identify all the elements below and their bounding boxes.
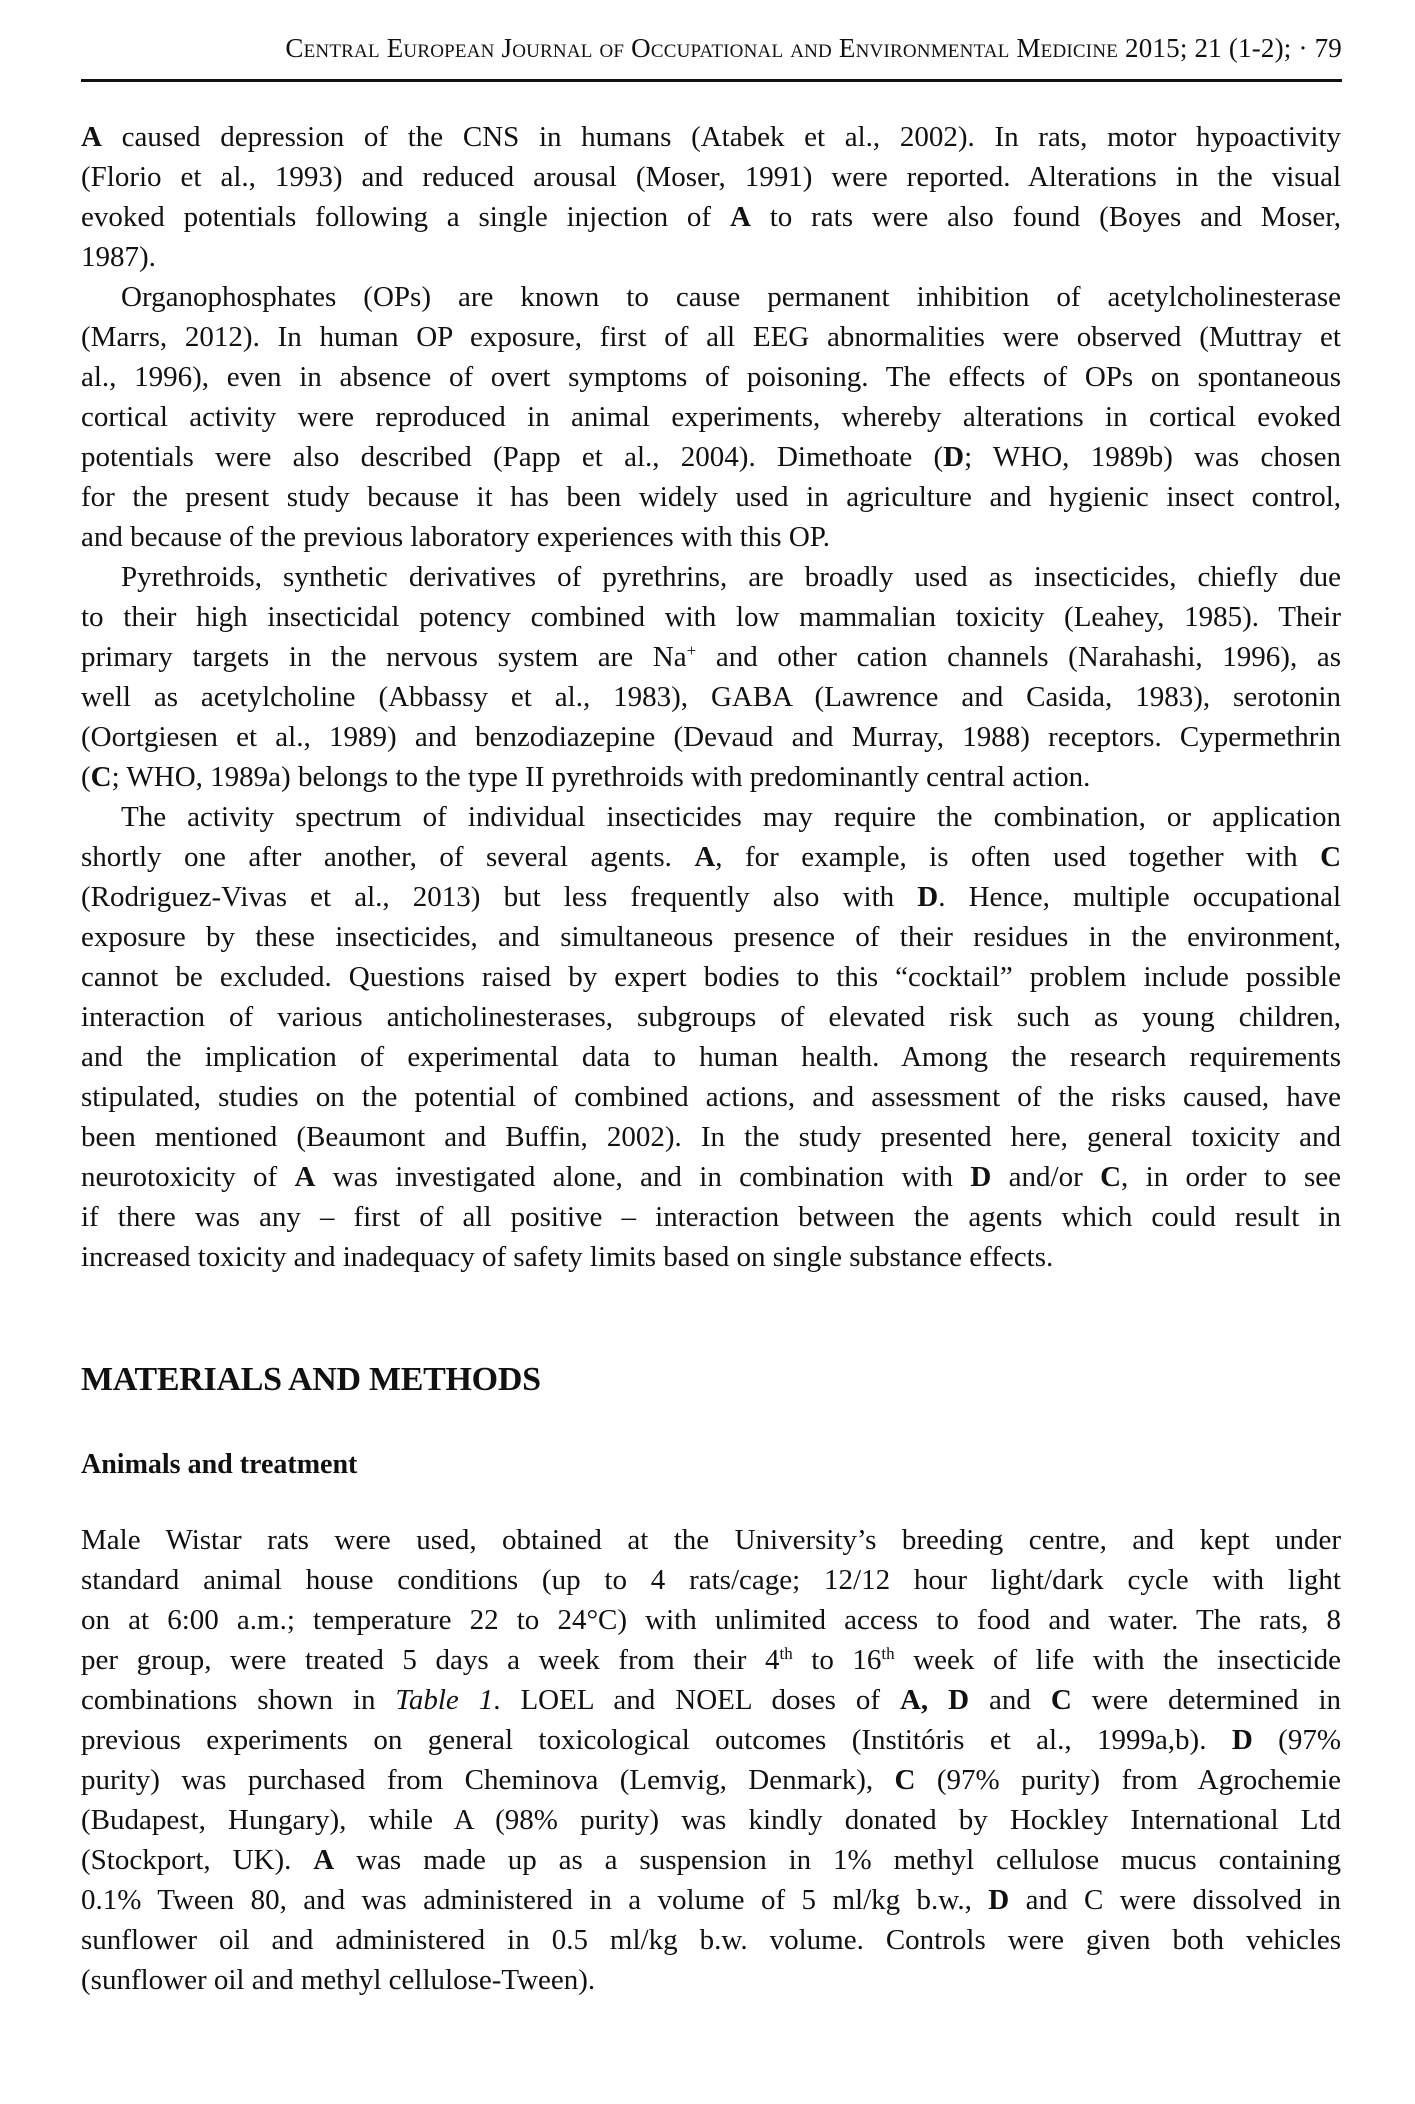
agent-a-label: A [81, 121, 102, 153]
agent-c-label: C [90, 761, 112, 793]
agent-a-label: A [694, 841, 716, 873]
running-header [81, 30, 1342, 66]
agent-c-label: C [894, 1764, 916, 1796]
text-span: potentials were also described (Papp et al., 2004). Dimethoate ( [81, 441, 944, 473]
text-span: (Florio et al., 1993) and reduced arousal (Moser, 1991) were reported. Alterations in the visual [81, 161, 1341, 193]
text-span: The activity spectrum of individual insecticides may require the combination, or application [121, 801, 1341, 833]
text-span: to 16 [792, 1644, 882, 1676]
agent-a-label: A [729, 201, 751, 233]
text-span: 0.1% Tween 80, and was administered in a volume of 5 ml/kg b.w., [81, 1884, 989, 1916]
agent-d-label: D [988, 1884, 1010, 1916]
text-span: for the present study because it has been widely used in agriculture and hygienic insect control, [81, 481, 1341, 513]
text-span: (97% purity) from Agrochemie [915, 1764, 1342, 1796]
table-reference: Table 1 [395, 1684, 494, 1716]
text-span: (Budapest, Hungary), while A (98% purity) was kindly donated by Hockley International Ltd [81, 1804, 1341, 1836]
text-span: combinations shown in [81, 1684, 396, 1716]
text-span: if there was any – first of all positive – interaction between the agents which could result in [81, 1201, 1341, 1233]
agent-label: A, D [899, 1684, 970, 1716]
agent-d-label: D [943, 441, 965, 473]
text-span: sunflower oil and administered in 0.5 ml/kg b.w. volume. Controls were given both vehicles [81, 1924, 1341, 1956]
agent-c-label: C [1100, 1161, 1122, 1193]
text-span: cannot be excluded. Questions raised by expert bodies to this “cocktail” problem include possible [81, 961, 1341, 993]
text-span: Pyrethroids, synthetic derivatives of pyrethrins, are broadly used as insecticides, chiefly due [121, 561, 1341, 593]
agent-a-label: A [313, 1844, 335, 1876]
text-span: and C were dissolved in [1009, 1884, 1342, 1916]
text-span: week of life with the insecticide [894, 1644, 1341, 1676]
journal-title: Central European Journal of Occupational and Environmental Medicine [285, 33, 1119, 63]
subsection-heading: Animals and treatment [81, 1449, 358, 1480]
superscript: th [881, 1644, 895, 1663]
text-span: were determined in [1071, 1684, 1341, 1716]
text-span: . LOEL and NOEL doses of [493, 1684, 900, 1716]
paragraph-intro-2 [81, 277, 1341, 557]
text-span: to their high insecticidal potency combined with low mammalian toxicity (Leahey, 1985). Their [81, 601, 1341, 633]
paragraph-intro-4 [81, 797, 1341, 1277]
text-span: Male Wistar rats were used, obtained at the University’s breeding centre, and kept under [81, 1524, 1341, 1556]
text-span: and other cation channels (Narahashi, 1996), as [696, 641, 1341, 673]
text-span: 1987). [81, 241, 156, 273]
agent-c-label: C [1050, 1684, 1072, 1716]
text-span: (Stockport, UK). [81, 1844, 314, 1876]
agent-a-label: A [294, 1161, 316, 1193]
text-span: been mentioned (Beaumont and Buffin, 2002). In the study presented here, general toxicity and [81, 1121, 1341, 1153]
text-span: exposure by these insecticides, and simultaneous presence of their residues in the environment, [81, 921, 1341, 953]
text-span: (97% [1252, 1724, 1341, 1756]
text-span: and/or [991, 1161, 1101, 1193]
text-span: evoked potentials following a single injection of [81, 201, 730, 233]
journal-citation: 2015; 21 (1-2); · 79 [1125, 33, 1342, 63]
text-span: well as acetylcholine (Abbassy et al., 1983), GABA (Lawrence and Casida, 1983), serotonin [81, 681, 1341, 713]
text-span: interaction of various anticholinesterases, subgroups of elevated risk such as young children, [81, 1001, 1341, 1033]
text-span: , in order to see [1121, 1161, 1341, 1193]
paragraph-intro-3 [81, 557, 1341, 797]
text-span: ; WHO, 1989b) was chosen [964, 441, 1342, 473]
text-span: ( [81, 761, 91, 793]
text-span: shortly one after another, of several agents. [81, 841, 695, 873]
text-span: primary targets in the nervous system are Na [81, 641, 687, 673]
paragraph-methods [81, 1520, 1341, 2000]
text-span: and [969, 1684, 1051, 1716]
text-span: . Hence, multiple occupational [938, 881, 1341, 913]
text-span: , for example, is often used together with [715, 841, 1321, 873]
text-span: cortical activity were reproduced in animal experiments, whereby alterations in cortical evoked [81, 401, 1341, 433]
text-span: and because of the previous laboratory experiences with this OP. [81, 521, 830, 553]
text-span: on at 6:00 a.m.; temperature 22 to 24°C) with unlimited access to food and water. The rats, 8 [81, 1604, 1341, 1636]
text-span: (Rodriguez-Vivas et al., 2013) but less frequently also with [81, 881, 918, 913]
section-heading: MATERIALS AND METHODS [81, 1361, 541, 1398]
text-span: purity) was purchased from Cheminova (Lemvig, Denmark), [81, 1764, 895, 1796]
text-span: previous experiments on general toxicological outcomes (Institóris et al., 1999a,b). [81, 1724, 1232, 1756]
text-span: to rats were also found (Boyes and Moser, [750, 201, 1341, 233]
agent-c-label: C [1320, 841, 1342, 873]
agent-d-label: D [917, 881, 939, 913]
superscript: + [686, 641, 697, 660]
text-span: was made up as a suspension in 1% methyl cellulose mucus containing [334, 1844, 1341, 1876]
text-span: stipulated, studies on the potential of combined actions, and assessment of the risks caused, have [81, 1081, 1341, 1113]
header-rule [81, 79, 1342, 82]
text-span: neurotoxicity of [81, 1161, 295, 1193]
text-span: ; WHO, 1989a) belongs to the type II pyrethroids with predominantly central action. [111, 761, 1091, 793]
superscript: th [779, 1644, 793, 1663]
text-span: was investigated alone, and in combination with [315, 1161, 971, 1193]
text-span: (sunflower oil and methyl cellulose-Tween). [81, 1964, 596, 1996]
text-span: (Oortgiesen et al., 1989) and benzodiazepine (Devaud and Murray, 1988) receptors. Cypermethrin [81, 721, 1341, 753]
agent-d-label: D [970, 1161, 992, 1193]
text-span: (Marrs, 2012). In human OP exposure, first of all EEG abnormalities were observed (Muttray et [81, 321, 1341, 353]
text-span: caused depression of the CNS in humans (Atabek et al., 2002). In rats, motor hypoactivity [101, 121, 1341, 153]
text-span: increased toxicity and inadequacy of safety limits based on single substance effects. [81, 1241, 1054, 1273]
paragraph-intro-1 [81, 117, 1341, 277]
agent-d-label: D [1231, 1724, 1253, 1756]
text-span: Organophosphates (OPs) are known to cause permanent inhibition of acetylcholinesterase [121, 281, 1341, 313]
text-span: and the implication of experimental data to human health. Among the research requirements [81, 1041, 1341, 1073]
text-span: al., 1996), even in absence of overt symptoms of poisoning. The effects of OPs on spontaneous [81, 361, 1341, 393]
text-span: standard animal house conditions (up to 4 rats/cage; 12/12 hour light/dark cycle with light [81, 1564, 1341, 1596]
text-span: per group, were treated 5 days a week from their 4 [81, 1644, 780, 1676]
